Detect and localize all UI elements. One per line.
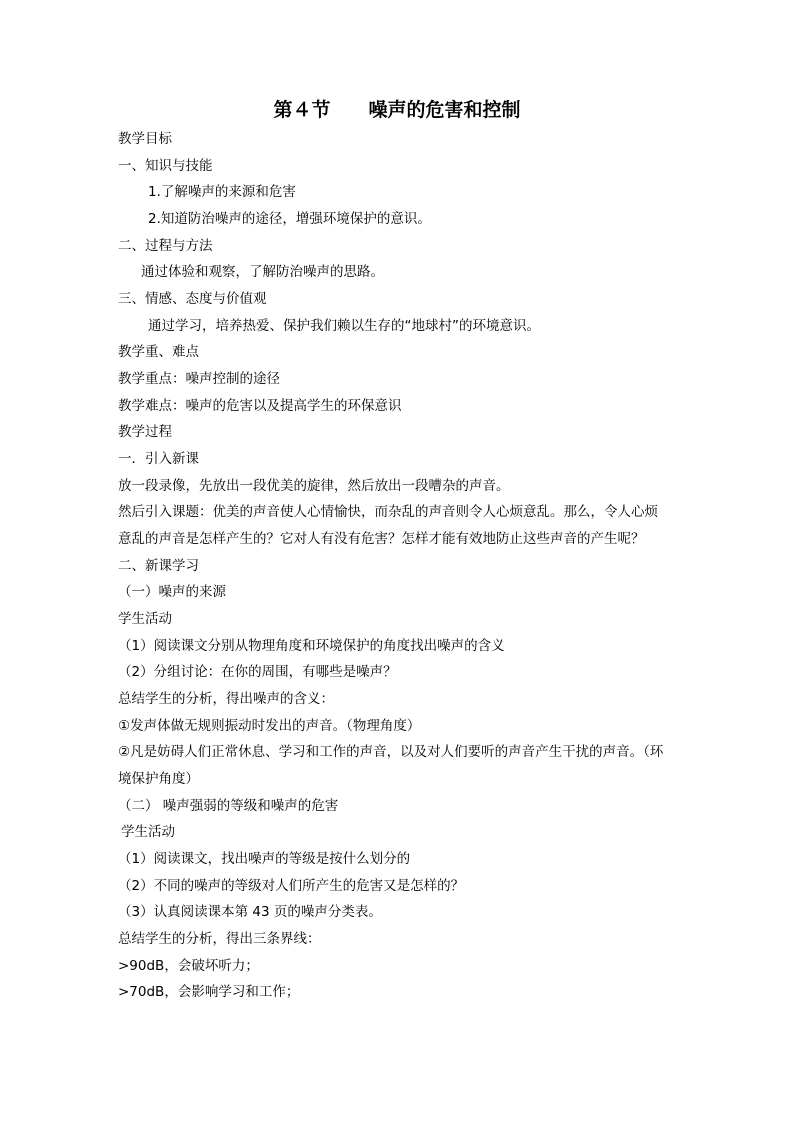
- text-line: 放一段录像，先放出一段优美的旋律，然后放出一段嘈杂的声音。: [118, 478, 510, 494]
- text-line: 教学重点：噪声控制的途径: [118, 371, 280, 387]
- text-line: （2）分组讨论：在你的周围，有哪些是噪声？: [118, 664, 397, 680]
- text-line: 教学重、难点: [118, 344, 199, 360]
- text-line: 总结学生的分析，得出三条界线：: [118, 931, 321, 947]
- text-line: （二） 噪声强弱的等级和噪声的危害: [118, 798, 339, 814]
- text-line: 教学目标: [118, 131, 172, 147]
- text-line: （1）阅读课文分别从物理角度和环境保护的角度找出噪声的含义: [118, 638, 505, 654]
- text-line: 境保护角度）: [118, 771, 199, 787]
- text-line: 学生活动: [121, 824, 175, 840]
- text-line: （1）阅读课文，找出噪声的等级是按什么划分的: [118, 851, 411, 867]
- text-line: （一）噪声的来源: [118, 584, 226, 600]
- text-line: 教学过程: [118, 424, 172, 440]
- text-line: （2）不同的噪声的等级对人们所产生的危害又是怎样的？: [118, 878, 465, 894]
- text-line: 教学难点：噪声的危害以及提高学生的环保意识: [118, 398, 402, 414]
- text-line: ①发声体做无规则振动时发出的声音。（物理角度）: [118, 718, 421, 734]
- text-line: 通过体验和观察，了解防治噪声的思路。: [141, 264, 384, 280]
- text-line: 二、过程与方法: [118, 238, 213, 254]
- text-line: 2.知道防治噪声的途径，增强环境保护的意识。: [148, 211, 431, 227]
- page-title: 第４节 噪声的危害和控制: [273, 99, 521, 121]
- text-line: 1.了解噪声的来源和危害: [148, 184, 296, 200]
- text-line: 学生活动: [118, 611, 172, 627]
- text-line: 一．引入新课: [118, 451, 199, 467]
- text-line: ②凡是妨碍人们正常休息、学习和工作的声音，以及对人们要听的声音产生干扰的声音。（环: [118, 744, 664, 760]
- text-line: 通过学习，培养热爱、保护我们赖以生存的“地球村”的环境意识。: [148, 318, 540, 334]
- text-line: 二、新课学习: [118, 558, 199, 574]
- text-line: （3）认真阅读课本第 43 页的噪声分类表。: [118, 904, 382, 920]
- text-line: 然后引入课题：优美的声音使人心情愉快，而杂乱的声音则令人心烦意乱。那么，令人心烦: [118, 504, 658, 520]
- text-line: 三、情感、态度与价值观: [118, 291, 267, 307]
- text-line: 总结学生的分析，得出噪声的含义：: [118, 691, 334, 707]
- text-line: >90dB，会破坏听力；: [118, 958, 259, 974]
- text-line: >70dB，会影响学习和工作；: [118, 984, 300, 1000]
- text-line: 一、知识与技能: [118, 158, 213, 174]
- text-line: 意乱的声音是怎样产生的？它对人有没有危害？怎样才能有效地防止这些声音的产生呢？: [118, 531, 645, 547]
